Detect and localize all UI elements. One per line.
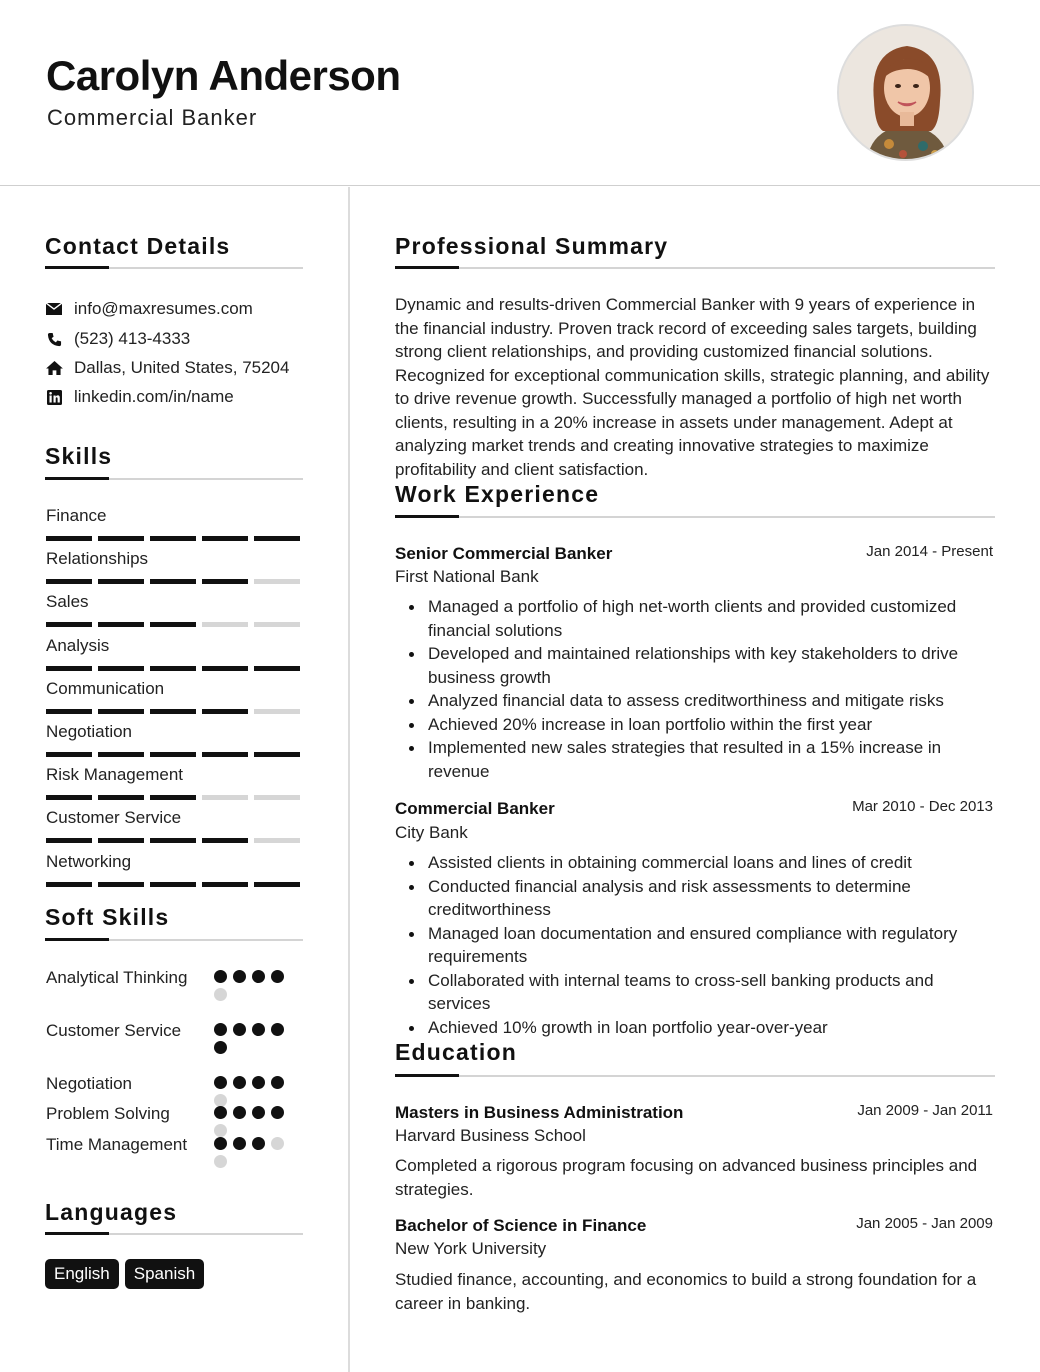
rating-dot [233, 1106, 246, 1119]
skill-level-segment [46, 666, 92, 671]
skill-label: Relationships [46, 549, 149, 569]
skill-level-segment [150, 709, 196, 714]
rating-dot [271, 1137, 284, 1150]
skill-level-segment [150, 752, 196, 757]
skill-level-segment [254, 752, 300, 757]
job-bullet: Achieved 20% increase in loan portfolio within the first year [395, 713, 995, 737]
skill-level-segment [202, 838, 248, 843]
skill-level-bar [46, 622, 304, 627]
soft-skill-rating [214, 1106, 294, 1137]
soft-skill-rating [214, 1076, 294, 1107]
skill-level-segment [150, 795, 196, 800]
contact-heading-rule [45, 267, 303, 269]
degree-title: Masters in Business Administration [395, 1103, 684, 1122]
skill-level-segment [46, 752, 92, 757]
skills-heading: Skills [45, 443, 113, 469]
skill-level-segment [202, 752, 248, 757]
skill-level-bar [46, 709, 304, 714]
contact-heading: Contact Details [45, 233, 231, 259]
skill-level-segment [150, 536, 196, 541]
linkedin-icon [45, 388, 63, 406]
skill-level-segment [150, 622, 196, 627]
rating-dot [214, 1124, 227, 1137]
job-dates: Mar 2010 - Dec 2013 [852, 798, 993, 815]
contact-linkedin-text: linkedin.com/in/name [74, 387, 234, 406]
resume-header [0, 0, 1040, 186]
job-company: City Bank [395, 823, 468, 842]
job-bullet: Analyzed financial data to assess creditworthiness and mitigate risks [395, 689, 995, 713]
skill-label: Finance [46, 506, 107, 525]
rating-dot [252, 1076, 265, 1089]
experience-heading-rule [395, 516, 995, 518]
home-icon [45, 359, 63, 377]
soft-skills-heading-rule [45, 939, 303, 941]
rating-dot [271, 1023, 284, 1036]
skill-level-segment [202, 882, 248, 887]
skill-level-bar [46, 536, 304, 541]
contact-email-text: info@maxresumes.com [74, 299, 253, 318]
skill-item [46, 678, 304, 714]
contact-phone[interactable] [45, 327, 190, 351]
skill-level-segment [46, 622, 92, 627]
skills-heading-rule [45, 478, 303, 480]
candidate-title: Commercial Banker [47, 105, 258, 130]
soft-skill-rating [214, 1137, 294, 1168]
rating-dot [252, 1023, 265, 1036]
language-badge: Spanish [125, 1259, 204, 1289]
skill-level-segment [46, 882, 92, 887]
soft-skill-label: Problem Solving [46, 1104, 170, 1123]
skill-label: Sales [46, 592, 89, 612]
rating-dot [214, 970, 227, 983]
skill-level-segment [202, 579, 248, 584]
skill-label: Networking [46, 851, 132, 871]
summary-heading: Professional Summary [395, 233, 669, 259]
skill-level-segment [150, 882, 196, 887]
languages-heading-rule [45, 1233, 303, 1235]
languages-heading: Languages [45, 1199, 178, 1225]
job-bullets [395, 595, 995, 783]
skill-level-segment [98, 536, 144, 541]
skill-level-segment [98, 709, 144, 714]
education-heading: Education [395, 1039, 517, 1065]
skill-level-segment [150, 579, 196, 584]
skill-level-segment [202, 536, 248, 541]
job-bullets [395, 851, 995, 1039]
language-badge: English [45, 1259, 119, 1289]
rating-dot [233, 970, 246, 983]
rating-dot [233, 1076, 246, 1089]
contact-email[interactable] [45, 297, 253, 321]
skill-item [46, 721, 304, 757]
envelope-icon [45, 300, 63, 318]
skill-level-bar [46, 579, 304, 584]
skill-level-segment [202, 795, 248, 800]
degree-dates: Jan 2009 - Jan 2011 [857, 1102, 993, 1119]
job-bullet: Conducted financial analysis and risk assessments to determine creditworthiness [395, 875, 995, 922]
skill-level-segment [254, 579, 300, 584]
contact-linkedin[interactable] [45, 385, 234, 409]
skill-level-segment [46, 795, 92, 800]
skill-level-segment [46, 579, 92, 584]
skill-level-segment [254, 666, 300, 671]
soft-skill-label: Time Management [46, 1135, 188, 1154]
skill-level-segment [202, 666, 248, 671]
job-bullet: Collaborated with internal teams to cross-sell banking products and services [395, 969, 995, 1016]
degree-title: Bachelor of Science in Finance [395, 1216, 647, 1235]
skill-level-segment [150, 666, 196, 671]
skill-level-bar [46, 882, 304, 887]
rating-dot [252, 970, 265, 983]
skill-label: Negotiation [46, 722, 133, 741]
skill-level-bar [46, 838, 304, 843]
skill-level-segment [46, 536, 92, 541]
rating-dot [271, 1076, 284, 1089]
skill-item [46, 635, 304, 671]
skill-level-bar [46, 795, 304, 800]
candidate-name: Carolyn Anderson [46, 52, 401, 99]
summary-text: Dynamic and results-driven Commercial Banker with 9 years of experience in the financial industry. Proven track record of exceeding sales targets, building strong client relationships, and providing customized financial solutions. Recognized for exceptional communication skills, strategic planning, and ability to drive revenue growth. Successfully managed a portfolio of high net worth clients, resulting in a 20% increase in assets under management. Adept at analyzing market trends and creating innovative strategies to maximize profitability and client satisfaction. [395, 295, 990, 479]
school-name: Harvard Business School [395, 1126, 586, 1145]
skill-level-segment [98, 579, 144, 584]
skill-item [46, 591, 304, 627]
skill-level-segment [98, 666, 144, 671]
rating-dot [214, 1076, 227, 1089]
degree-description: Completed a rigorous program focusing on advanced business principles and strategies. [395, 1156, 978, 1199]
skill-level-segment [254, 709, 300, 714]
profile-photo [837, 24, 974, 161]
rating-dot [214, 988, 227, 1001]
skill-level-segment [98, 752, 144, 757]
skill-level-segment [150, 838, 196, 843]
skill-level-segment [202, 622, 248, 627]
skill-level-segment [98, 622, 144, 627]
experience-heading: Work Experience [395, 481, 600, 507]
soft-skill-label: Analytical Thinking [46, 968, 188, 987]
skill-level-segment [254, 838, 300, 843]
skill-label: Risk Management [46, 765, 184, 785]
soft-skills-heading: Soft Skills [45, 904, 170, 930]
school-name: New York University [395, 1239, 547, 1258]
skill-item [46, 851, 304, 887]
skill-level-bar [46, 666, 304, 671]
skill-level-segment [254, 622, 300, 627]
soft-skill-label: Negotiation [46, 1074, 133, 1093]
skill-level-segment [46, 838, 92, 843]
summary-heading-rule [395, 267, 995, 269]
rating-dot [271, 970, 284, 983]
contact-address [45, 356, 289, 380]
skill-label: Customer Service [46, 808, 182, 828]
job-bullet: Achieved 10% growth in loan portfolio year-over-year [395, 1016, 995, 1040]
skill-level-segment [254, 882, 300, 887]
soft-skill-rating [214, 1023, 294, 1054]
skill-label: Communication [46, 678, 165, 698]
job-bullet: Implemented new sales strategies that resulted in a 15% increase in revenue [395, 736, 995, 783]
skill-level-segment [254, 536, 300, 541]
soft-skill-rating [214, 970, 294, 1001]
rating-dot [271, 1106, 284, 1119]
rating-dot [214, 1023, 227, 1036]
job-title: Senior Commercial Banker [395, 544, 613, 563]
skill-level-segment [254, 795, 300, 800]
skill-level-segment [46, 709, 92, 714]
rating-dot [214, 1155, 227, 1168]
skill-level-segment [98, 795, 144, 800]
portrait-image [839, 26, 974, 161]
skill-level-bar [46, 752, 304, 757]
column-divider [348, 187, 350, 1372]
job-dates: Jan 2014 - Present [866, 543, 993, 560]
skill-level-segment [98, 882, 144, 887]
rating-dot [214, 1041, 227, 1054]
job-bullet: Managed a portfolio of high net-worth clients and provided customized financial solutions [395, 595, 995, 642]
rating-dot [214, 1137, 227, 1150]
rating-dot [252, 1106, 265, 1119]
job-bullet: Managed loan documentation and ensured compliance with regulatory requirements [395, 922, 995, 969]
skill-item [46, 505, 304, 541]
rating-dot [252, 1137, 265, 1150]
skill-label: Analysis [46, 635, 110, 655]
rating-dot [233, 1023, 246, 1036]
skill-item [46, 764, 304, 800]
job-bullet: Developed and maintained relationships with key stakeholders to drive business growth [395, 642, 995, 689]
degree-dates: Jan 2005 - Jan 2009 [856, 1215, 993, 1232]
skill-item [46, 807, 304, 843]
languages-list [45, 1259, 204, 1289]
degree-description: Studied finance, accounting, and economics to build a strong foundation for a career in banking. [395, 1270, 977, 1313]
skill-item [46, 548, 304, 584]
soft-skill-label: Customer Service [46, 1021, 182, 1040]
skill-level-segment [202, 709, 248, 714]
rating-dot [233, 1137, 246, 1150]
job-bullet: Assisted clients in obtaining commercial loans and lines of credit [395, 851, 995, 875]
contact-phone-text: (523) 413-4333 [74, 329, 191, 348]
job-company: First National Bank [395, 567, 539, 586]
skill-level-segment [98, 838, 144, 843]
job-title: Commercial Banker [395, 799, 555, 818]
rating-dot [214, 1106, 227, 1119]
education-heading-rule [395, 1075, 995, 1077]
phone-icon [45, 330, 63, 348]
contact-address-text: Dallas, United States, 75204 [74, 358, 290, 377]
